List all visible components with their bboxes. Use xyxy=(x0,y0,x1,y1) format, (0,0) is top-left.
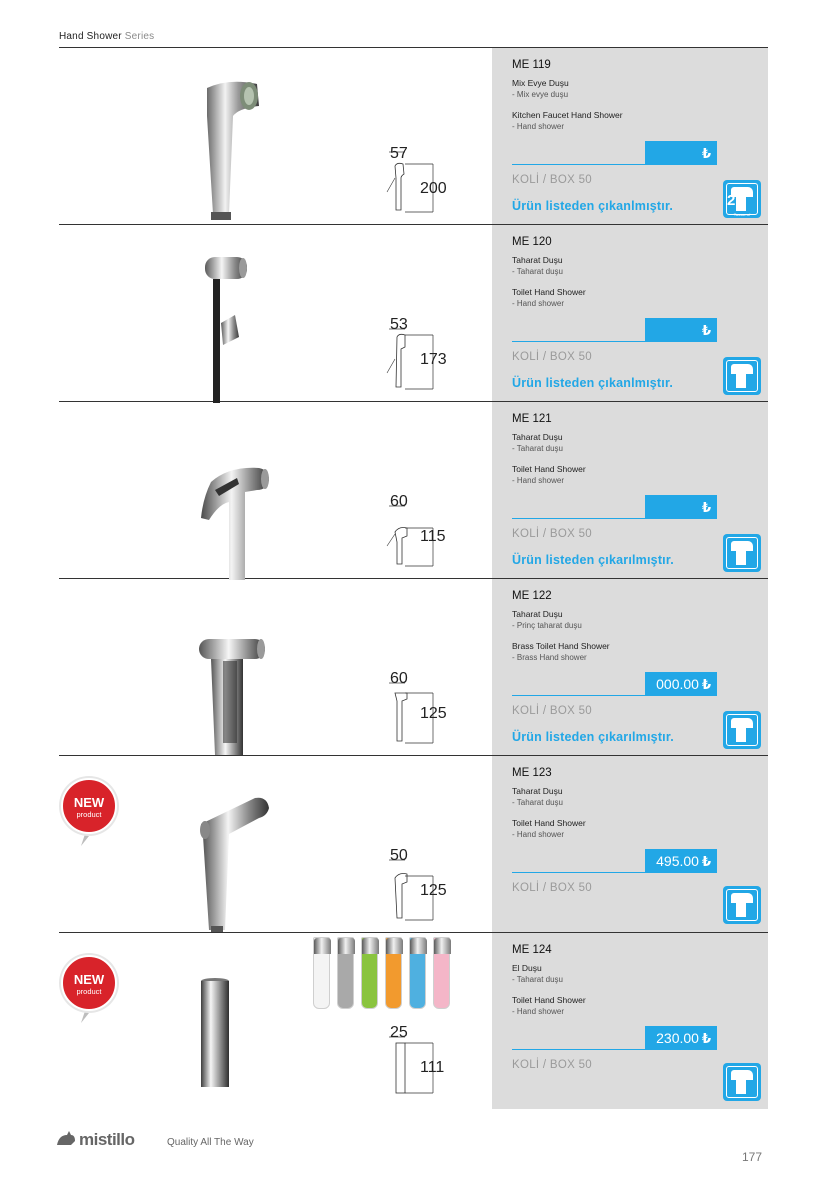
box-quantity: KOLİ / BOX 50 xyxy=(512,705,592,717)
faucet-icon xyxy=(723,711,761,749)
currency-symbol: ₺ xyxy=(701,146,711,161)
dimension-width: 60 xyxy=(390,670,408,687)
discontinued-note: Ürün listeden çıkarılmıştır. xyxy=(512,730,674,744)
product-desc-tr: - Prinç taharat duşu xyxy=(512,621,582,630)
price-box xyxy=(645,495,717,519)
cylindrical-hand-shower-image xyxy=(197,977,233,1089)
faucet-icon xyxy=(723,534,761,572)
new-product-badge xyxy=(59,951,119,1023)
product-name-tr: El Duşu xyxy=(512,963,542,973)
discontinued-note: Ürün listeden çıkanlmıştır. xyxy=(512,376,674,390)
color-swatch xyxy=(433,937,450,1009)
product-info-panel xyxy=(492,225,768,401)
series-title: Hand Shower xyxy=(59,31,122,42)
price-box xyxy=(645,1026,717,1050)
price-value: 495.00 xyxy=(656,853,699,869)
box-quantity: KOLİ / BOX 50 xyxy=(512,528,592,540)
discontinued-note: Ürün listeden çıkanlmıştır. xyxy=(512,199,674,213)
toilet-hand-shower-image xyxy=(195,253,265,403)
product-code: ME 119 xyxy=(512,59,551,71)
price-box xyxy=(645,849,717,873)
product-code: ME 120 xyxy=(512,236,552,248)
product-info-panel xyxy=(492,402,768,578)
product-list xyxy=(59,48,768,1109)
water-saving-icon xyxy=(723,180,761,218)
product-code: ME 124 xyxy=(512,944,552,956)
product-row-me-124 xyxy=(59,933,768,1109)
color-swatch xyxy=(409,937,426,1009)
color-swatch xyxy=(337,937,354,1009)
dimension-width: 57 xyxy=(390,145,408,162)
toilet-hand-shower-image xyxy=(189,462,279,582)
product-row-me-120 xyxy=(59,225,768,402)
currency-symbol: ₺ xyxy=(701,1031,711,1046)
new-badge-text: NEW xyxy=(73,795,105,810)
color-options xyxy=(313,933,451,1011)
new-product-badge xyxy=(59,774,119,846)
dimension-height: 115 xyxy=(420,528,446,545)
product-desc-en: - Hand shower xyxy=(512,830,565,839)
color-swatch xyxy=(385,937,402,1009)
color-swatch xyxy=(361,937,378,1009)
currency-symbol: ₺ xyxy=(701,677,711,692)
product-desc-tr: - Mix evye duşu xyxy=(512,90,569,99)
currency-symbol: ₺ xyxy=(701,500,711,515)
product-desc-tr: - Taharat duşu xyxy=(512,798,563,807)
currency-symbol: ₺ xyxy=(701,323,711,338)
product-desc-tr: - Taharat duşu xyxy=(512,444,563,453)
product-info-panel xyxy=(492,933,768,1109)
faucet-icon xyxy=(723,357,761,395)
product-name-tr: Taharat Duşu xyxy=(512,786,563,796)
product-row-me-122 xyxy=(59,579,768,756)
product-desc-en: - Hand shower xyxy=(512,122,565,131)
dimension-height: 200 xyxy=(420,180,447,197)
new-badge-subtext: product xyxy=(76,987,102,996)
new-badge-text: NEW xyxy=(73,972,105,987)
product-desc-en: - Hand shower xyxy=(512,299,565,308)
dimension-height: 125 xyxy=(420,705,447,722)
product-row-me-123 xyxy=(59,756,768,933)
new-badge-subtext: product xyxy=(76,810,102,819)
box-quantity: KOLİ / BOX 50 xyxy=(512,351,592,363)
box-quantity: KOLİ / BOX 50 xyxy=(512,882,592,894)
product-code: ME 121 xyxy=(512,413,552,425)
product-code: ME 122 xyxy=(512,590,552,602)
product-name-en: Toilet Hand Shower xyxy=(512,464,586,474)
dimension-width: 50 xyxy=(390,847,408,864)
price-box xyxy=(645,672,717,696)
badge-number: 2 xyxy=(727,192,736,209)
product-desc-tr: - Taharat duşu xyxy=(512,975,563,984)
product-name-tr: Mix Evye Duşu xyxy=(512,78,569,88)
product-row-me-121 xyxy=(59,402,768,579)
box-quantity: KOLİ / BOX 50 xyxy=(512,1059,592,1071)
product-name-tr: Taharat Duşu xyxy=(512,432,563,442)
product-desc-en: - Brass Hand shower xyxy=(512,653,587,662)
discontinued-note: Ürün listeden çıkarılmıştır. xyxy=(512,553,674,567)
product-row-me-119 xyxy=(59,48,768,225)
kitchen-hand-shower-image xyxy=(199,76,269,226)
currency-symbol: ₺ xyxy=(701,854,711,869)
product-name-en: Toilet Hand Shower xyxy=(512,818,586,828)
price-value: 000.00 xyxy=(656,676,699,692)
product-name-en: Kitchen Faucet Hand Shower xyxy=(512,110,623,120)
series-subtitle: Series xyxy=(124,31,155,42)
mistillo-logo xyxy=(55,1127,163,1151)
product-name-en: Toilet Hand Shower xyxy=(512,995,586,1005)
footer-tagline: Quality All The Way xyxy=(167,1137,254,1148)
color-swatch xyxy=(313,937,330,1009)
product-info-panel xyxy=(492,756,768,932)
product-desc-en: - Hand shower xyxy=(512,1007,565,1016)
dimension-width: 60 xyxy=(390,493,408,510)
box-quantity: KOLİ / BOX 50 xyxy=(512,174,592,186)
product-name-tr: Taharat Duşu xyxy=(512,255,563,265)
product-desc-tr: - Taharat duşu xyxy=(512,267,563,276)
dimension-width: 53 xyxy=(390,316,408,333)
dimension-width: 25 xyxy=(390,1024,408,1041)
product-desc-en: - Hand shower xyxy=(512,476,565,485)
product-info-panel xyxy=(492,579,768,755)
product-info-panel xyxy=(492,48,768,224)
badge-label: Tassarruf xyxy=(733,212,751,217)
brand-wordmark: mistillo xyxy=(79,1130,135,1149)
faucet-icon xyxy=(723,886,761,924)
toilet-hand-shower-image xyxy=(195,792,275,932)
brass-toilet-hand-shower-image xyxy=(193,631,273,756)
product-name-tr: Taharat Duşu xyxy=(512,609,563,619)
page-number: 177 xyxy=(742,1150,763,1164)
product-code: ME 123 xyxy=(512,767,552,779)
series-header xyxy=(59,31,154,42)
faucet-icon xyxy=(723,1063,761,1101)
price-box xyxy=(645,318,717,342)
dimension-height: 111 xyxy=(420,1059,445,1076)
product-name-en: Toilet Hand Shower xyxy=(512,287,586,297)
price-value: 230.00 xyxy=(656,1030,699,1046)
dimension-height: 125 xyxy=(420,882,447,899)
product-name-en: Brass Toilet Hand Shower xyxy=(512,641,610,651)
dimension-height: 173 xyxy=(420,351,447,368)
price-box xyxy=(645,141,717,165)
